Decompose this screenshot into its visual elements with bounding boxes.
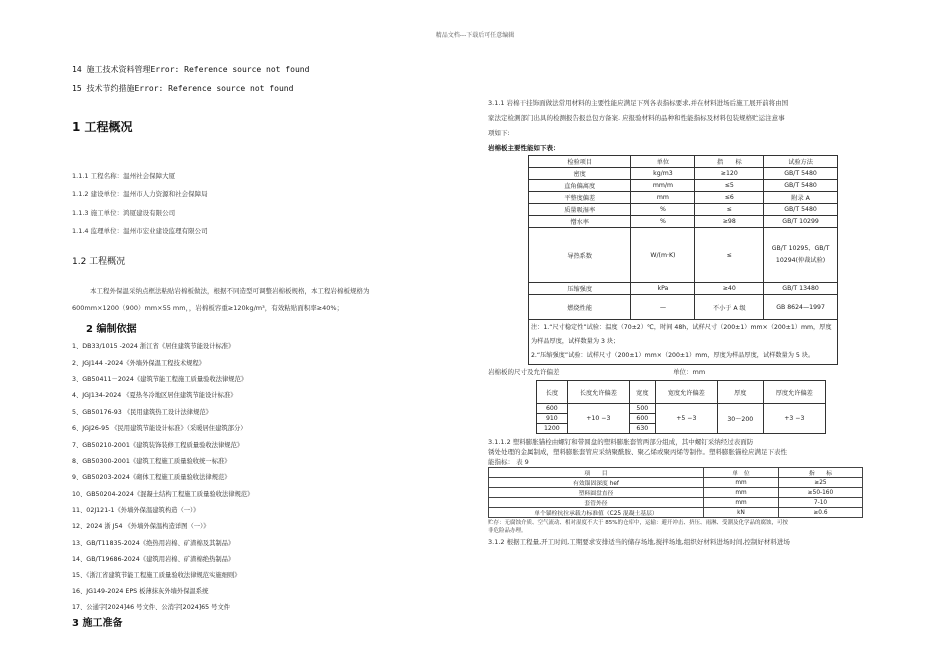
- table-cell: ≥120: [695, 168, 764, 180]
- table-cell: mm: [704, 488, 779, 498]
- reference-item: 15、《浙江省建筑节能工程施工质量验收法律规范实施细则》: [72, 572, 241, 579]
- table-cell: 套管外径: [489, 498, 704, 508]
- table-row: [489, 508, 863, 518]
- section-heading: 1 工程概况: [72, 120, 133, 134]
- table-cell: 7-10: [779, 498, 863, 508]
- table-cell: ≤: [695, 228, 764, 283]
- table-unit: 单位：mm: [673, 368, 706, 377]
- table-cell: ≥40: [695, 283, 764, 295]
- table-header-row: [489, 468, 863, 478]
- storage-note: 贮存：无腐蚀介质、空气流动、相对湿度不大于 85%的仓库中，运输：避开冲击、挤压、雨淋、受潮及化学品的腐蚀，可按: [488, 520, 788, 527]
- note-line: 注：1.“尺寸稳定性”试验：温度（70±2）℃，时间 48h，试样尺寸（200±1）mm×（200±1）mm，厚度为样品厚度，试样数量为 3 块；: [531, 324, 832, 346]
- toc-entry[interactable]: 14 施工技术资料管理Error: Reference source not found: [72, 65, 310, 74]
- intro-line: 家法定检测部门出具的检测报告报总包方备案. 应报验材料的品种和性能指标及材料包装规格贮运注意事: [488, 114, 785, 122]
- reference-item: 13、GB/T11835-2024《绝热用岩棉、矿渣棉及其制品》: [72, 540, 235, 547]
- table-cell: GB/T 5480: [764, 168, 838, 180]
- table-cell: GB 8624—1997: [764, 295, 838, 320]
- table-note: [529, 320, 838, 365]
- paragraph: 能指标： 表 9: [488, 458, 529, 467]
- table-row: [529, 192, 838, 204]
- header-cell: 检验项目: [529, 156, 631, 168]
- table-cell: 910: [537, 414, 568, 424]
- header-cell: 厚度允许偏差: [763, 381, 825, 404]
- header-cell: 指 标: [779, 468, 863, 478]
- header-cell: 单 位: [704, 468, 779, 478]
- table-cell: 塑料圆盘直径: [489, 488, 704, 498]
- table-cell: +3 −3: [763, 404, 825, 434]
- table-row: [489, 498, 863, 508]
- table-row: [537, 404, 826, 414]
- table-cell: W/(m·K): [631, 228, 695, 283]
- table-cell: ≤5: [695, 180, 764, 192]
- table-cell: 600: [629, 414, 655, 424]
- project-item: 1.1.2 建设单位：温州市人力资源和社会保障局: [72, 190, 208, 198]
- note-line: 2.“压缩强度”试验：试样尺寸（200±1）mm×（200±1）mm，厚度为样品厚度，试样数量为 5 块。: [531, 352, 815, 360]
- table-cell: 有效锚固深度 hef: [489, 478, 704, 488]
- table-row: [529, 180, 838, 192]
- header-cell: 单位: [631, 156, 695, 168]
- table-row: [529, 295, 838, 320]
- reference-item: 4、JGJ134-2024 《夏热冬冷地区居住建筑节能设计标准》: [72, 392, 237, 399]
- project-item: 1.1.3 施工单位：鸿厦建设有限公司: [72, 209, 176, 217]
- header-cell: 厚度: [717, 381, 763, 404]
- paragraph: 3.1.1.2 塑料膨胀锚栓由螺钉和带圆盘的塑料膨胀套管两部分组成，其中螺钉采纳经过表面防: [488, 438, 754, 447]
- table-cell: +5 −3: [655, 404, 717, 434]
- table-cell: +10 −3: [567, 404, 629, 434]
- project-item: 1.1.1 工程名称：温州社会保障大厦: [72, 172, 176, 180]
- table-cell: kg/m3: [631, 168, 695, 180]
- reference-item: 6、JGJ26-95 《民用建筑节能设计标准》（采暖居住建筑部分）: [72, 425, 247, 432]
- table-cell: mm: [631, 192, 695, 204]
- intro-line: 项如下:: [488, 129, 510, 137]
- table-caption: 岩棉板的尺寸及允许偏差: [488, 368, 560, 377]
- table-cell: GB/T 5480: [764, 204, 838, 216]
- subsection-heading: 1.2 工程概况: [72, 257, 126, 267]
- section-heading: 2 编制依据: [86, 324, 137, 335]
- table-row: [529, 216, 838, 228]
- table-header-row: [537, 381, 826, 404]
- rock-wool-properties-table: [528, 155, 838, 365]
- table-note-row: [529, 320, 838, 365]
- reference-item: 10、GB50204-2024《混凝土结构工程施工质量验收法律规范》: [72, 491, 254, 498]
- table-header-row: [529, 156, 838, 168]
- table-cell: 平整度偏差: [529, 192, 631, 204]
- header-cell: 项 目: [489, 468, 704, 478]
- toc-entry[interactable]: 15 技术节约措施Error: Reference source not found: [72, 84, 294, 93]
- table-cell: 630: [629, 424, 655, 434]
- table-cell: ≥0.6: [779, 508, 863, 518]
- table-cell: —: [631, 295, 695, 320]
- header-cell: 指 标: [695, 156, 764, 168]
- reference-item: 7、GB50210-2001《建筑装饰装修工程质量验收法律规范》: [72, 442, 244, 449]
- reference-item: 12、2024 浙 J54 《外墙外保温构造详图（一）》: [72, 523, 210, 530]
- paragraph: 3.1.2 根据工程量,开工时间,工期要求安排适当的储存场地,搅拌场地,组织好材料进场时间,控制好材料进场: [488, 538, 790, 547]
- header-cell: 试验方法: [764, 156, 838, 168]
- reference-item: 1、DB33/1015 -2024 浙江省《居住建筑节能设计标准》: [72, 343, 235, 350]
- reference-item: 16、JG149-2024 EPS 板薄抹灰外墙外保温系统: [72, 588, 209, 595]
- table-cell: 压缩强度: [529, 283, 631, 295]
- table-cell: ≥25: [779, 478, 863, 488]
- table-cell: ≤: [695, 204, 764, 216]
- right-column: [488, 96, 888, 547]
- table-cell: kN: [704, 508, 779, 518]
- table-cell: 密度: [529, 168, 631, 180]
- table-cell: 导热系数: [529, 228, 631, 283]
- table-cell: 质量吸湿率: [529, 204, 631, 216]
- section-heading: 3 施工准备: [72, 618, 123, 629]
- project-item: 1.1.4 监理单位：温州市宏业建设监理有限公司: [72, 227, 208, 235]
- reference-item: 5、GB50176-93 《民用建筑热工设计法律规范》: [72, 409, 212, 416]
- table-cell: 600: [537, 404, 568, 414]
- table-cell: %: [631, 204, 695, 216]
- table-row: [529, 283, 838, 295]
- reference-item: 11、02J121-1《外墙外保温建筑构造（一）》: [72, 507, 200, 514]
- anchor-properties-table: [488, 467, 863, 518]
- table-cell: kPa: [631, 283, 695, 295]
- table-cell: 30～200: [717, 404, 763, 434]
- table-cell: mm/m: [631, 180, 695, 192]
- table-cell: %: [631, 216, 695, 228]
- table-cell: GB/T 10299: [764, 216, 838, 228]
- table-cell: ≥98: [695, 216, 764, 228]
- page-header: 精品文档---下载后可任意编辑: [435, 32, 515, 39]
- table-cell: ≤6: [695, 192, 764, 204]
- paragraph: 锈处处理的金属制成，塑料膨胀套管应采纳聚酰胺、聚乙烯或聚丙烯等制作。塑料膨胀锚栓应满足下表性: [488, 448, 787, 457]
- header-cell: 长度: [537, 381, 568, 404]
- header-cell: 宽度允许偏差: [655, 381, 717, 404]
- intro-line: 3.1.1 岩棉干挂饰面做法常用材料的主要性能应满足下列各表指标要求,并在材料进场后施工展开前将由国: [488, 99, 789, 107]
- table-cell: ≥50-160: [779, 488, 863, 498]
- table-cell: 500: [629, 404, 655, 414]
- reference-item: 14、GB/T19686-2024《建筑用岩棉、矿渣棉绝热制品》: [72, 556, 235, 563]
- table-cell: 直角偏离度: [529, 180, 631, 192]
- table-cell: 燃烧性能: [529, 295, 631, 320]
- reference-item: 9、GB50203-2024《砌体工程施工质量验收法律规范》: [72, 474, 231, 481]
- table-cell: 1200: [537, 424, 568, 434]
- table-row: [529, 204, 838, 216]
- table-row: [489, 478, 863, 488]
- paragraph: 600mm×1200（900）mm×55 mm，，岩棉板容重≥120kg/m³，有效粘贴面积率≥40%；: [72, 304, 344, 312]
- table-cell: mm: [704, 478, 779, 488]
- table2-caption-row: [488, 368, 888, 380]
- table-cell: mm: [704, 498, 779, 508]
- table-cell: GB/T 5480: [764, 180, 838, 192]
- header-cell: 宽度: [629, 381, 655, 404]
- table-cell: 附录 A: [764, 192, 838, 204]
- reference-item: 3、GB50411－2024《建筑节能工程施工质量验收法律规范》: [72, 376, 248, 383]
- table-cell: GB/T 10295、GB/T 10294(仲裁试验): [764, 228, 838, 283]
- table-caption: 岩棉板主要性能如下表：: [488, 144, 560, 152]
- reference-item: 2、JGJ144 -2024《外墙外保温工程技术规程》: [72, 360, 206, 367]
- table-cell: GB/T 13480: [764, 283, 838, 295]
- table-cell: 单个锚栓抗拉承载力标准值（C25 混凝土基层）: [489, 508, 704, 518]
- paragraph: 本工程外保温采纳点框法粘贴岩棉板做法，根据不同造型可调整岩棉板规格，本工程岩棉板规格为: [90, 287, 370, 295]
- table-row: [529, 228, 838, 283]
- reference-item: 8、GB50300-2001《建筑工程施工质量验收统一标准》: [72, 458, 231, 465]
- table-cell: 憎水率: [529, 216, 631, 228]
- rock-wool-dimension-table: [536, 380, 826, 434]
- reference-item: 17、公通字[2024]46 号文件、公消字[2024]65 号文件: [72, 604, 231, 611]
- table-cell: 不小于 A 级: [695, 295, 764, 320]
- table-row: [489, 488, 863, 498]
- header-cell: 长度允许偏差: [567, 381, 629, 404]
- table-row: [529, 168, 838, 180]
- storage-note: 非危险品办理。: [488, 528, 527, 535]
